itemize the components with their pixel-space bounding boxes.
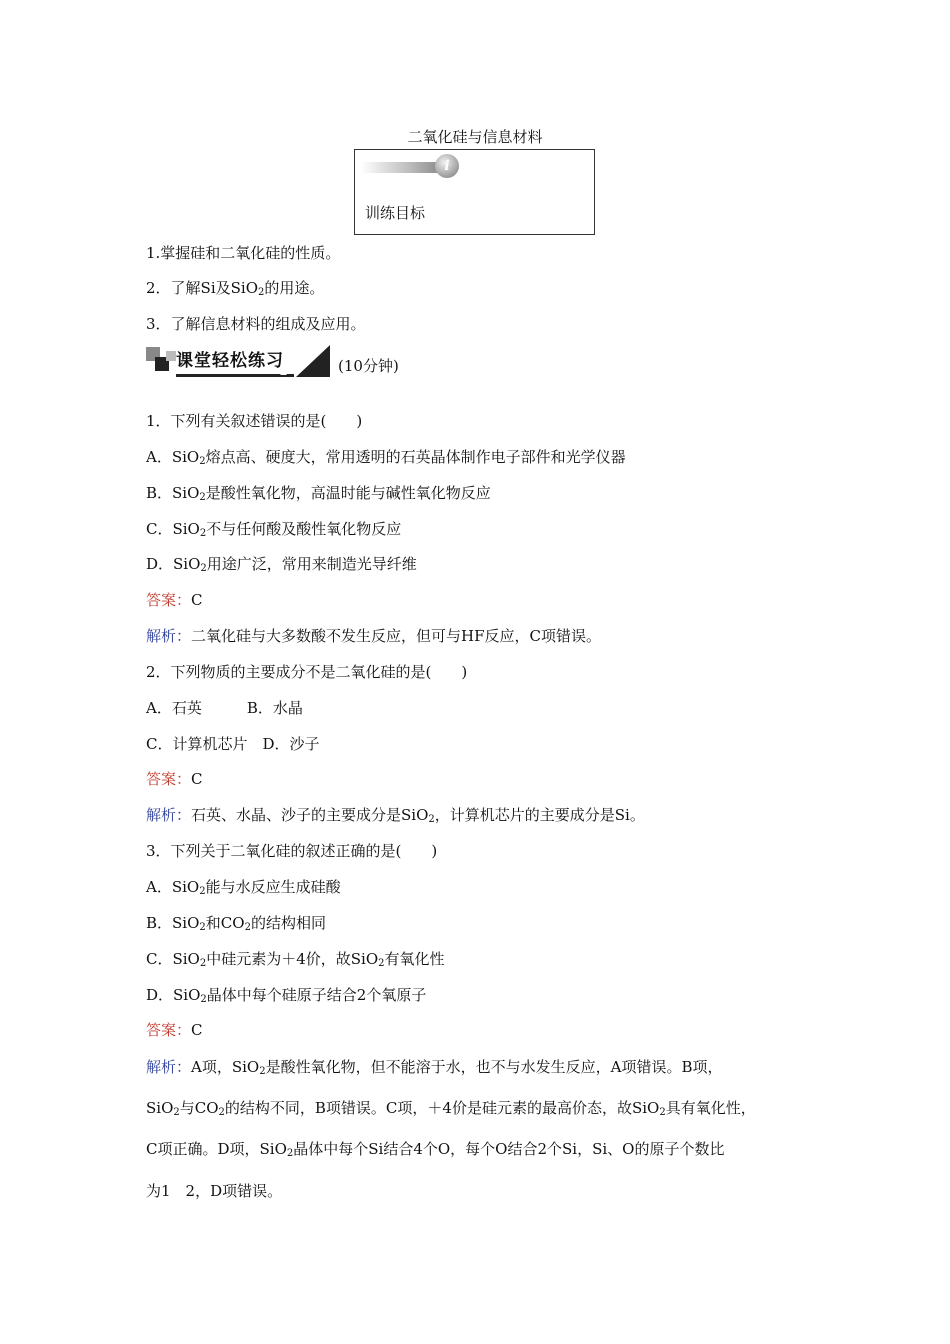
q2-options-row-2: C．计算机芯片 D．沙子 <box>146 735 320 753</box>
q3-explanation-line-1: 解析：A项，SiO$_2$是酸性氧化物，但不能溶于水，也不与水发生反应，A项错误。B项， <box>146 1058 723 1077</box>
q1-explanation: 解析：二氧化硅与大多数酸不发生反应，但可与HF反应，C项错误。 <box>146 627 601 645</box>
q3-option-c: C．SiO$_2$中硅元素为＋4价，故SiO$_2$有氧化性 <box>146 950 445 969</box>
q2-options-row-1: A．石英 B．水晶 <box>146 699 303 717</box>
q1-option-a: A．SiO$_2$熔点高、硬度大，常用透明的石英晶体制作电子部件和光学仪器 <box>146 448 626 467</box>
section-time: (10分钟) <box>338 357 399 375</box>
q1-answer: 答案：C <box>146 591 203 609</box>
q3-option-d: D．SiO$_2$晶体中每个硅原子结合2个氧原子 <box>146 986 427 1005</box>
goal-item-1: 1.掌握硅和二氧化硅的性质。 <box>146 244 341 262</box>
q3-option-b: B．SiO$_2$和$CO_2$的结构相同 <box>146 914 326 933</box>
q3-explanation-line-2: SiO$_2$与$CO_2$的结构不同，B项错误。C项，＋4价是硅元素的最高价态，故SiO$_2$具有氧化性， <box>146 1099 756 1118</box>
decor-square <box>166 351 176 361</box>
document-title: 二氧化硅与信息材料 <box>407 128 543 146</box>
section-title: 课堂轻松练习 <box>176 348 294 377</box>
q2-stem: 2．下列物质的主要成分不是二氧化硅的是( ) <box>146 663 468 681</box>
q3-answer: 答案：C <box>146 1021 203 1039</box>
goal-item-3: 3．了解信息材料的组成及应用。 <box>146 315 366 333</box>
q1-option-b: B．SiO$_2$是酸性氧化物，高温时能与碱性氧化物反应 <box>146 484 491 503</box>
q3-explanation-line-3: C项正确。D项，SiO$_2$晶体中每个Si结合4个O，每个O结合2个Si，Si、O的原子个数比 <box>146 1140 725 1159</box>
goal-banner-bar <box>361 162 441 173</box>
training-goal-box <box>354 149 595 235</box>
q3-option-a: A．SiO$_2$能与水反应生成硅酸 <box>146 878 341 897</box>
q1-option-c: C．SiO$_2$不与任何酸及酸性氧化物反应 <box>146 520 402 539</box>
training-goal-label: 训练目标 <box>365 204 426 222</box>
q1-stem: 1．下列有关叙述错误的是( ) <box>146 412 363 430</box>
decor-triangle <box>296 345 330 377</box>
q2-explanation: 解析：石英、水晶、沙子的主要成分是SiO$_2$，计算机芯片的主要成分是Si。 <box>146 806 645 825</box>
q3-stem: 3．下列关于二氧化硅的叙述正确的是( ) <box>146 842 438 860</box>
info-icon: i <box>435 154 459 178</box>
goal-item-2: 2．了解Si及SiO$_2$的用途。 <box>146 279 325 298</box>
q1-option-d: D．SiO$_2$用途广泛，常用来制造光导纤维 <box>146 555 417 574</box>
q2-answer: 答案：C <box>146 770 203 788</box>
q3-explanation-line-4: 为1 2，D项错误。 <box>146 1182 283 1200</box>
